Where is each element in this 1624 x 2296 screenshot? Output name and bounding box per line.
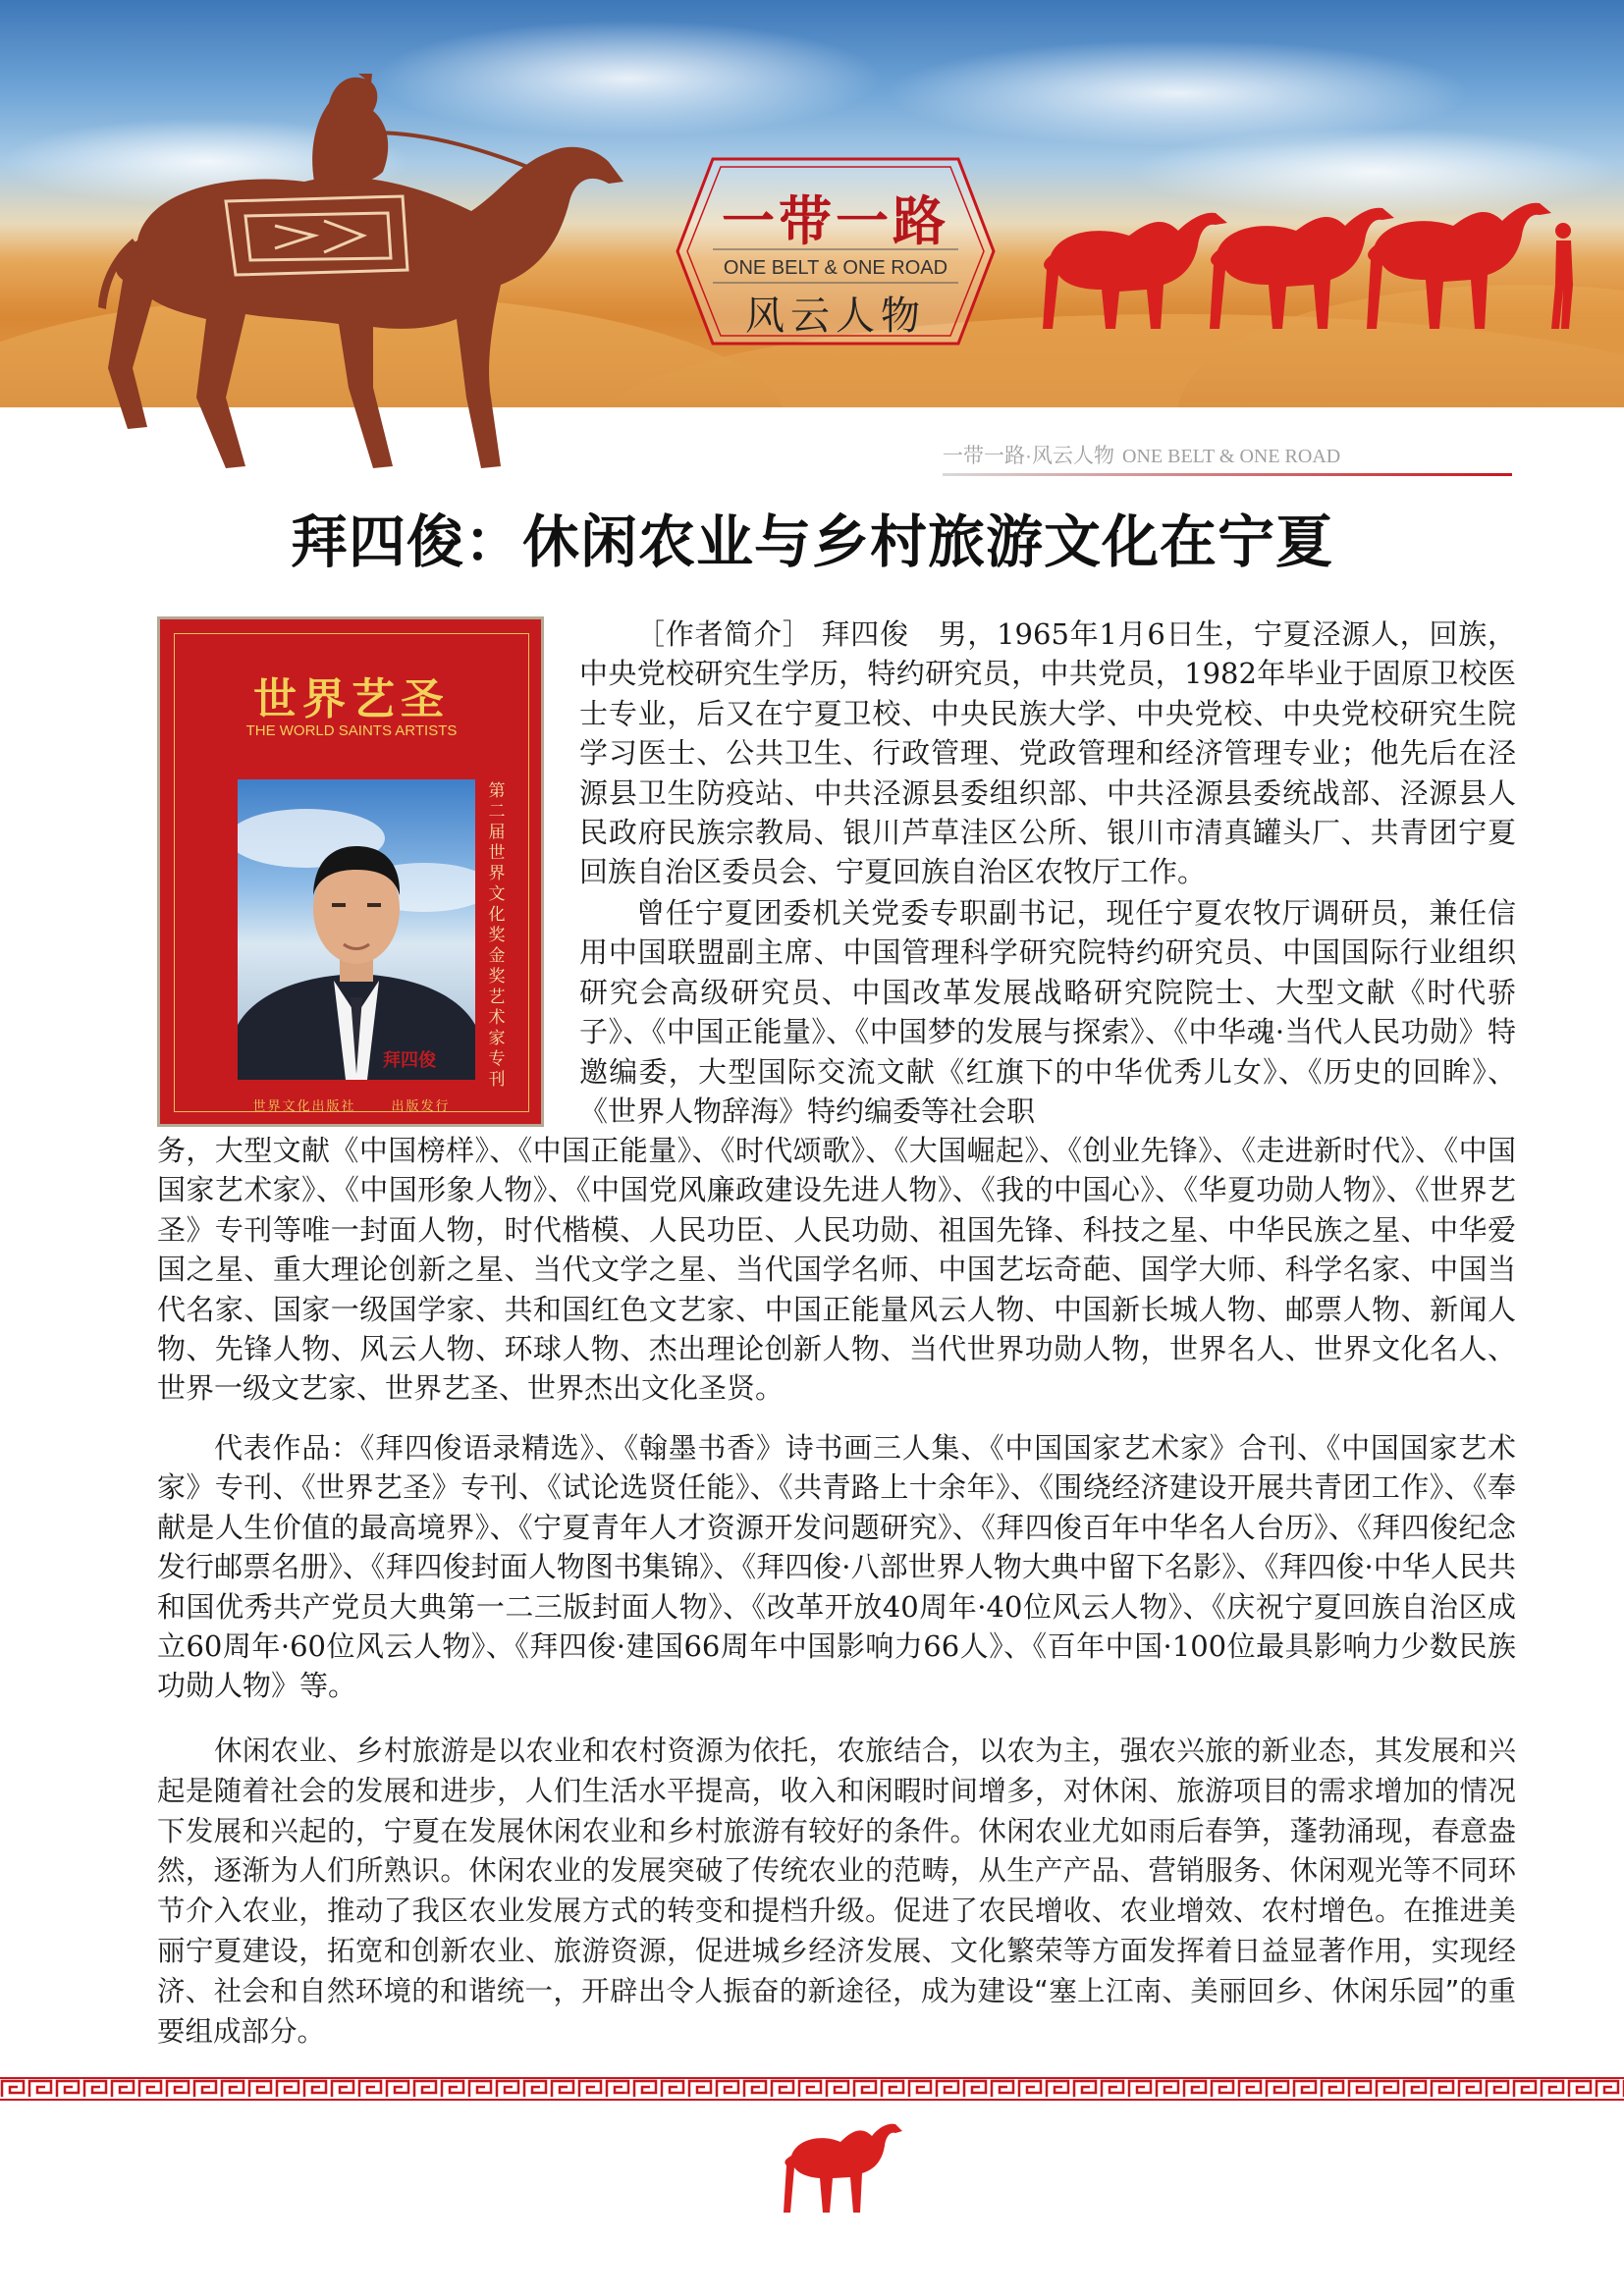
- fret-border: [0, 2077, 1624, 2101]
- cover-name: 拜四俊: [383, 1050, 436, 1071]
- logo-box: [674, 155, 998, 347]
- camel-rider-icon: [79, 74, 668, 486]
- cover-title: 世界艺圣: [253, 674, 450, 724]
- footer-camel-icon: [784, 2116, 903, 2215]
- cover-issue: 出版发行: [391, 1099, 451, 1114]
- camel-caravan-icon: [1031, 191, 1581, 339]
- article-title: 拜四俊：休闲农业与乡村旅游文化在宁夏: [290, 508, 1333, 575]
- cover-subtitle: THE WORLD SAINTS ARTISTS: [245, 722, 458, 739]
- magazine-cover: [157, 616, 544, 1127]
- cover-frame: [174, 633, 529, 1112]
- cover-publisher: [175, 1095, 528, 1114]
- running-header-cn: 一带一路·风云人物: [943, 445, 1114, 467]
- bio-paragraph-2: 曾任宁夏团委机关党委专职副书记，现任宁夏农牧厅调研员，兼任信用中国联盟副主席、中国管理科学研究院特约研究员、中国国际行业组织研究会高级研究员、中国改革发展战略研究院院士、大型文献《时代骄子》、《中国正能量》、《中国梦的发展与探索》、《中华魂·当代人民功勋》特邀编委，大型国际交流文献《红旗下的中华优秀儿女》、《历史的回眸》、《世界人物辞海》特约编委等社会职: [579, 896, 1516, 1129]
- logo-subtitle: ONE BELT & ONE ROAD: [723, 257, 948, 279]
- works-paragraph: 代表作品：《拜四俊语录精选》、《翰墨书香》诗书画三人集、《中国国家艺术家》合刊、《中国国家艺术家》专刊、《世界艺圣》专刊、《试论选贤任能》、《共青路上十余年》、《围绕经济建设开展共青团工作》、《奉献是人生价值的最高境界》、《宁夏青年人才资源开发问题研究》、《拜四俊百年中华名人台历》、《拜四俊纪念发行邮票名册》、《拜四俊封面人物图书集锦》、《拜四俊·八部世界人物大典中留下名影》、《拜四俊·中华人民共和国优秀共产党员大典第一二三版封面人物》、《改革开放40周年·40位风云人物》、《庆祝宁夏回族自治区成立60周年·60位风云人物》、《拜四俊·建国66周年中国影响力66人》、《百年中国·100位最具影响力少数民族功勋人物》等。: [157, 1431, 1516, 1703]
- running-header-rule: [943, 473, 1512, 476]
- main-paragraph: 休闲农业、乡村旅游是以农业和农村资源为依托，农旅结合，以农为主，强农兴旅的新业态，其发展和兴起是随着社会的发展和进步，人们生活水平提高，收入和闲暇时间增多，对休闲、旅游项目的需求增加的情况下发展和兴起的，宁夏在发展休闲农业和乡村旅游有较好的条件。休闲农业尤如雨后春笋，蓬勃涌现，春意盎然，逐渐为人们所熟识。休闲农业的发展突破了传统农业的范畴，从生产产品、营销服务、休闲观光等不同环节介入农业，推动了我区农业发展方式的转变和提档升级。促进了农民增收、农业增效、农村增色。在推进美丽宁夏建设，拓宽和创新农业、旅游资源，促进城乡经济发展、文化繁荣等方面发挥着日益显著作用，实现经济、社会和自然环境的和谐统一，开辟出令人振奋的新途径，成为建设“塞上江南、美丽回乡、休闲乐园”的重要组成部分。: [157, 1735, 1516, 2048]
- portrait-photo: [238, 779, 475, 1080]
- running-header-en: ONE BELT & ONE ROAD: [1122, 446, 1341, 467]
- bio-paragraph-1: ［作者简介］ 拜四俊 男，1965年1月6日生，宁夏泾源人，回族，中央党校研究生学历，特约研究员，中共党员，1982年毕业于固原卫校医士专业，后又在宁夏卫校、中央民族大学、中央党校、中央党校研究生院学习医士、公共卫生、行政管理、党政管理和经济管理专业；他先后在泾源县卫生防疫站、中共泾源县委组织部、中共泾源县委统战部、泾源县人民政府民族宗教局、银川芦草洼区公所、银川市清真罐头厂、共青团宁夏回族自治区委员会、宁夏回族自治区农牧厅工作。: [579, 617, 1516, 889]
- bio-paragraph-3: 务，大型文献《中国榜样》、《中国正能量》、《时代颂歌》、《大国崛起》、《创业先锋》、《走进新时代》、《中国国家艺术家》、《中国形象人物》、《中国党风廉政建设先进人物》、《我的中国心》、《华夏功勋人物》、《世界艺圣》专刊等唯一封面人物，时代楷模、人民功臣、人民功勋、祖国先锋、科技之星、中华民族之星、中华爱国之星、重大理论创新之星、当代文学之星、当代国学名师、中国艺坛奇葩、国学大师、科学名家、中国当代名家、国家一级国学家、共和国红色文艺家、中国正能量风云人物、中国新长城人物、邮票人物、新闻人物、先锋人物、风云人物、环球人物、杰出理论创新人物、当代世界功勋人物，世界名人、世界文化名人、世界一级文艺家、世界艺圣、世界杰出文化圣贤。: [157, 1134, 1516, 1406]
- cover-vertical-text: 第二届世界文化奖金奖艺术家专刊: [488, 781, 506, 1090]
- logo-name: 风云人物: [745, 294, 926, 339]
- logo-title: 一带一路: [722, 189, 949, 252]
- cover-publisher-name: 世界文化出版社: [252, 1099, 356, 1114]
